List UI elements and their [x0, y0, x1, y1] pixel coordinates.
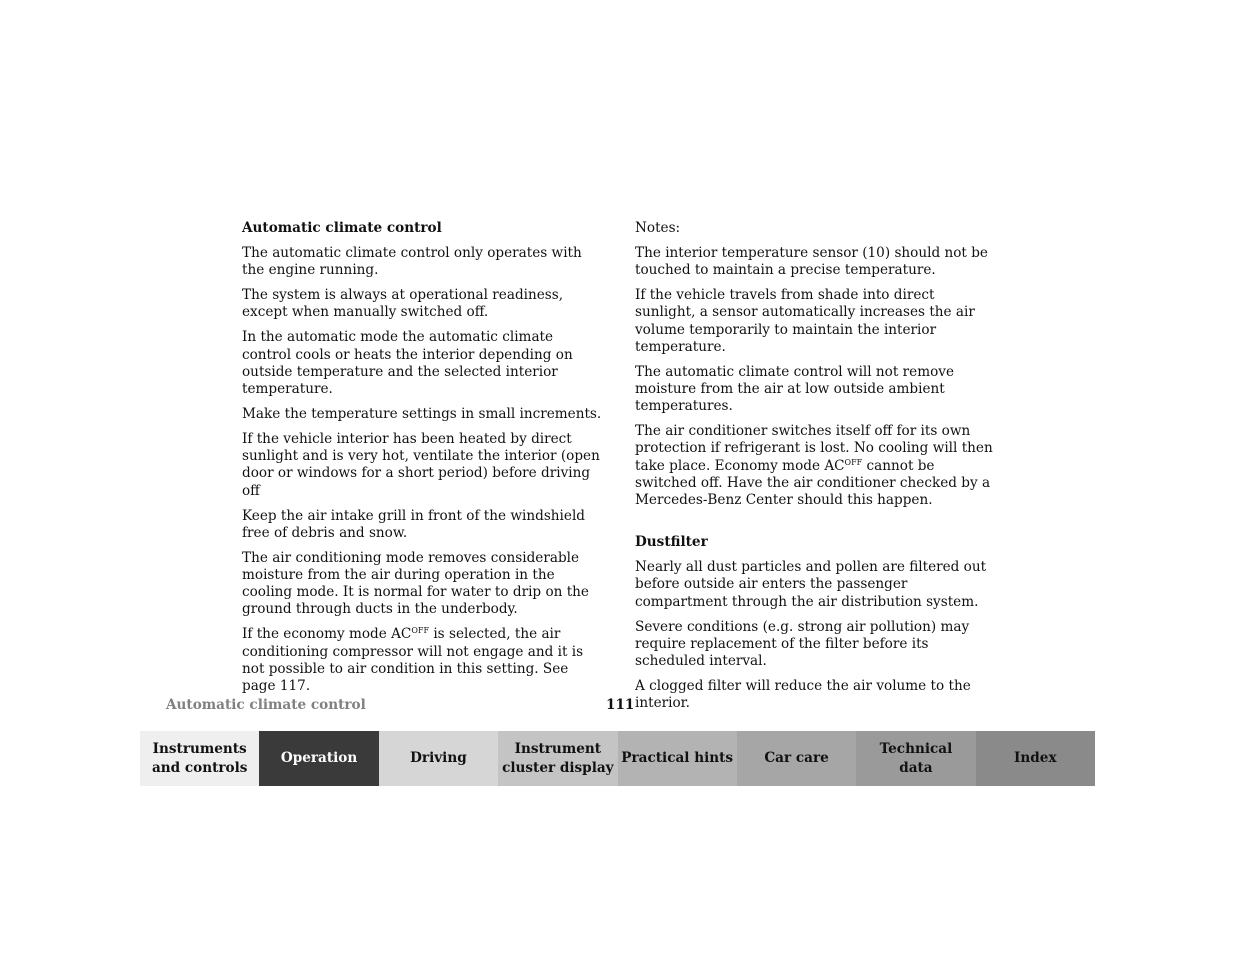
nav-tab-instrument-cluster-display[interactable]: Instrument cluster display [498, 731, 617, 786]
left-column [242, 220, 604, 703]
nav-tab-driving[interactable]: Driving [379, 731, 498, 786]
nav-tab-instruments-and-controls[interactable]: Instruments and controls [140, 731, 259, 786]
paragraph: The air conditioning mode removes considerable moisture from the air during operation in the cooling mode. It is normal for water to drip on the ground through ducts in the underbody. [242, 549, 589, 618]
nav-tab-operation[interactable]: Operation [259, 731, 378, 786]
ac-off-superscript: OFF [844, 457, 863, 467]
paragraph: Keep the air intake grill in front of the windshield free of debris and snow. [242, 507, 586, 541]
note-paragraph: If the vehicle travels from shade into direct sunlight, a sensor automatically increases the air volume temporarily to maintain the interior temperature. [635, 287, 975, 355]
note-paragraph: The interior temperature sensor (10) should not be touched to maintain a precise temperature. [635, 245, 988, 279]
ac-off-superscript: OFF [411, 626, 430, 636]
right-column [635, 220, 997, 720]
note-paragraph: The automatic climate control will not remove moisture from the air at low outside ambient temperatures. [635, 363, 954, 415]
paragraph: Make the temperature settings in small increments. [242, 406, 602, 423]
economy-mode-paragraph: If the economy mode $AC^{OFF}$ is selected, the air conditioning compressor will not engage and it is not possible to air condition in this setting. See page 117. [242, 626, 584, 695]
section-heading: Automatic climate control [242, 220, 442, 236]
page-number: 111 [606, 697, 635, 713]
paragraph: The system is always at operational readiness, except when manually switched off. [242, 287, 564, 321]
nav-tab-technical-data[interactable]: Technical data [856, 731, 975, 786]
paragraph: If the vehicle interior has been heated by direct sunlight and is very hot, ventilate the interior (open door or windows for a short period) before driving off [242, 431, 600, 499]
nav-tab-index[interactable]: Index [976, 731, 1095, 786]
paragraph: Severe conditions (e.g. strong air pollution) may require replacement of the filter before its scheduled interval. [635, 618, 970, 670]
nav-tab-car-care[interactable]: Car care [737, 731, 856, 786]
nav-tab-practical-hints[interactable]: Practical hints [618, 731, 737, 786]
notes-label: Notes: [635, 220, 681, 236]
chapter-nav [140, 731, 1095, 786]
paragraph: Nearly all dust particles and pollen are filtered out before outside air enters the passenger compartment through the air distribution system. [635, 559, 987, 610]
paragraph: The automatic climate control only operates with the engine running. [242, 245, 582, 279]
paragraph: A clogged filter will reduce the air volume to the interior. [635, 678, 971, 712]
dustfilter-heading: Dustfilter [635, 534, 708, 551]
paragraph: In the automatic mode the automatic climate control cools or heats the interior depending on outside temperature and the selected interior temperature. [242, 329, 573, 398]
refrigerant-paragraph: The air conditioner switches itself off for its own protection if refrigerant is lost. No cooling will then take place. Economy mode $AC^{OFF}$ cannot be switched off. Have the air conditioner checked by a Mercedes-Benz Center should this happen. [635, 423, 993, 509]
footer-section-title: Automatic climate control [166, 697, 366, 713]
